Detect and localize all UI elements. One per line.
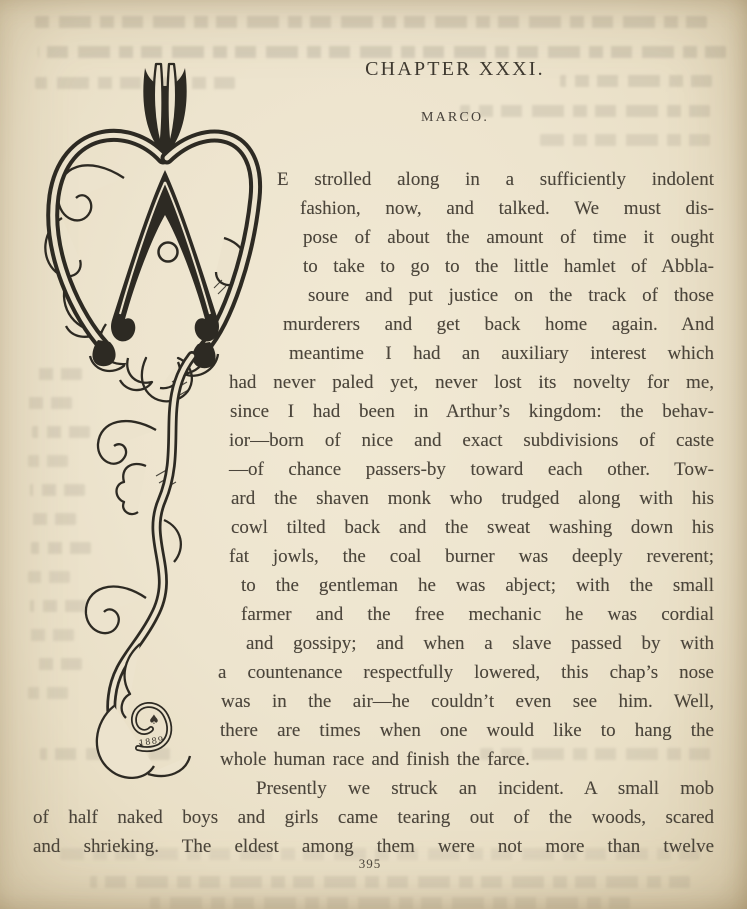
body-text-line: cowl tilted back and the sweat washing down his: [231, 517, 714, 538]
body-text-line: was in the air—he couldn’t even see him. Well,: [221, 691, 714, 712]
body-text-line: soure and put justice on the track of those: [308, 285, 714, 306]
body-text-line: to take to go to the little hamlet of Abbla-: [303, 256, 714, 277]
body-text-line: farmer and the free mechanic he was cordial: [241, 604, 714, 625]
body-text-line: whole human race and finish the farce.: [220, 749, 530, 770]
page-number: 395: [358, 856, 382, 871]
body-text-line: fashion, now, and talked. We must dis-: [300, 198, 714, 219]
chapter-heading: CHAPTER XXXI.: [365, 58, 545, 80]
ornament-signature-year: 1889: [138, 735, 166, 749]
drop-cap-ornament-w: [28, 58, 263, 783]
body-text-line: since I had been in Arthur’s kingdom: the behav-: [230, 401, 714, 422]
body-text-line: fat jowls, the coal burner was deeply reverent;: [229, 546, 714, 567]
body-text-line: there are times when one would like to hang the: [220, 720, 714, 741]
bleed-through-text: [540, 134, 710, 146]
body-text-line: murderers and get back home again. And: [283, 314, 714, 335]
body-text-line: to the gentleman he was abject; with the small: [241, 575, 714, 596]
bleed-through-text: [90, 876, 690, 888]
spade-icon: ♠: [148, 713, 160, 728]
body-text-line: ior—born of nice and exact subdivisions of caste: [229, 430, 714, 451]
body-text-line: —of chance passers-by toward each other. Tow-: [229, 459, 714, 480]
body-text-line: had never paled yet, never lost its novelty for me,: [229, 372, 714, 393]
body-text-line: Presently we struck an incident. A small mob: [256, 778, 714, 799]
bleed-through-text: [38, 46, 726, 58]
body-text-line: E strolled along in a sufficiently indolent: [277, 169, 714, 190]
body-text-line: a countenance respectfully lowered, this chap’s nose: [218, 662, 714, 683]
body-text-line: and gossipy; and when a slave passed by with: [246, 633, 714, 654]
body-text-line: of half naked boys and girls came tearing out of the woods, scared: [33, 807, 714, 828]
bleed-through-text: [35, 16, 707, 28]
body-text-line: meantime I had an auxiliary interest which: [289, 343, 714, 364]
body-text-line: pose of about the amount of time it ought: [303, 227, 714, 248]
chapter-subtitle: MARCO.: [420, 110, 490, 125]
body-text-line: ard the shaven monk who trudged along with his: [231, 488, 714, 509]
bleed-through-text: [150, 897, 630, 909]
body-text-line: and shrieking. The eldest among them were not more than twelve: [33, 836, 714, 857]
